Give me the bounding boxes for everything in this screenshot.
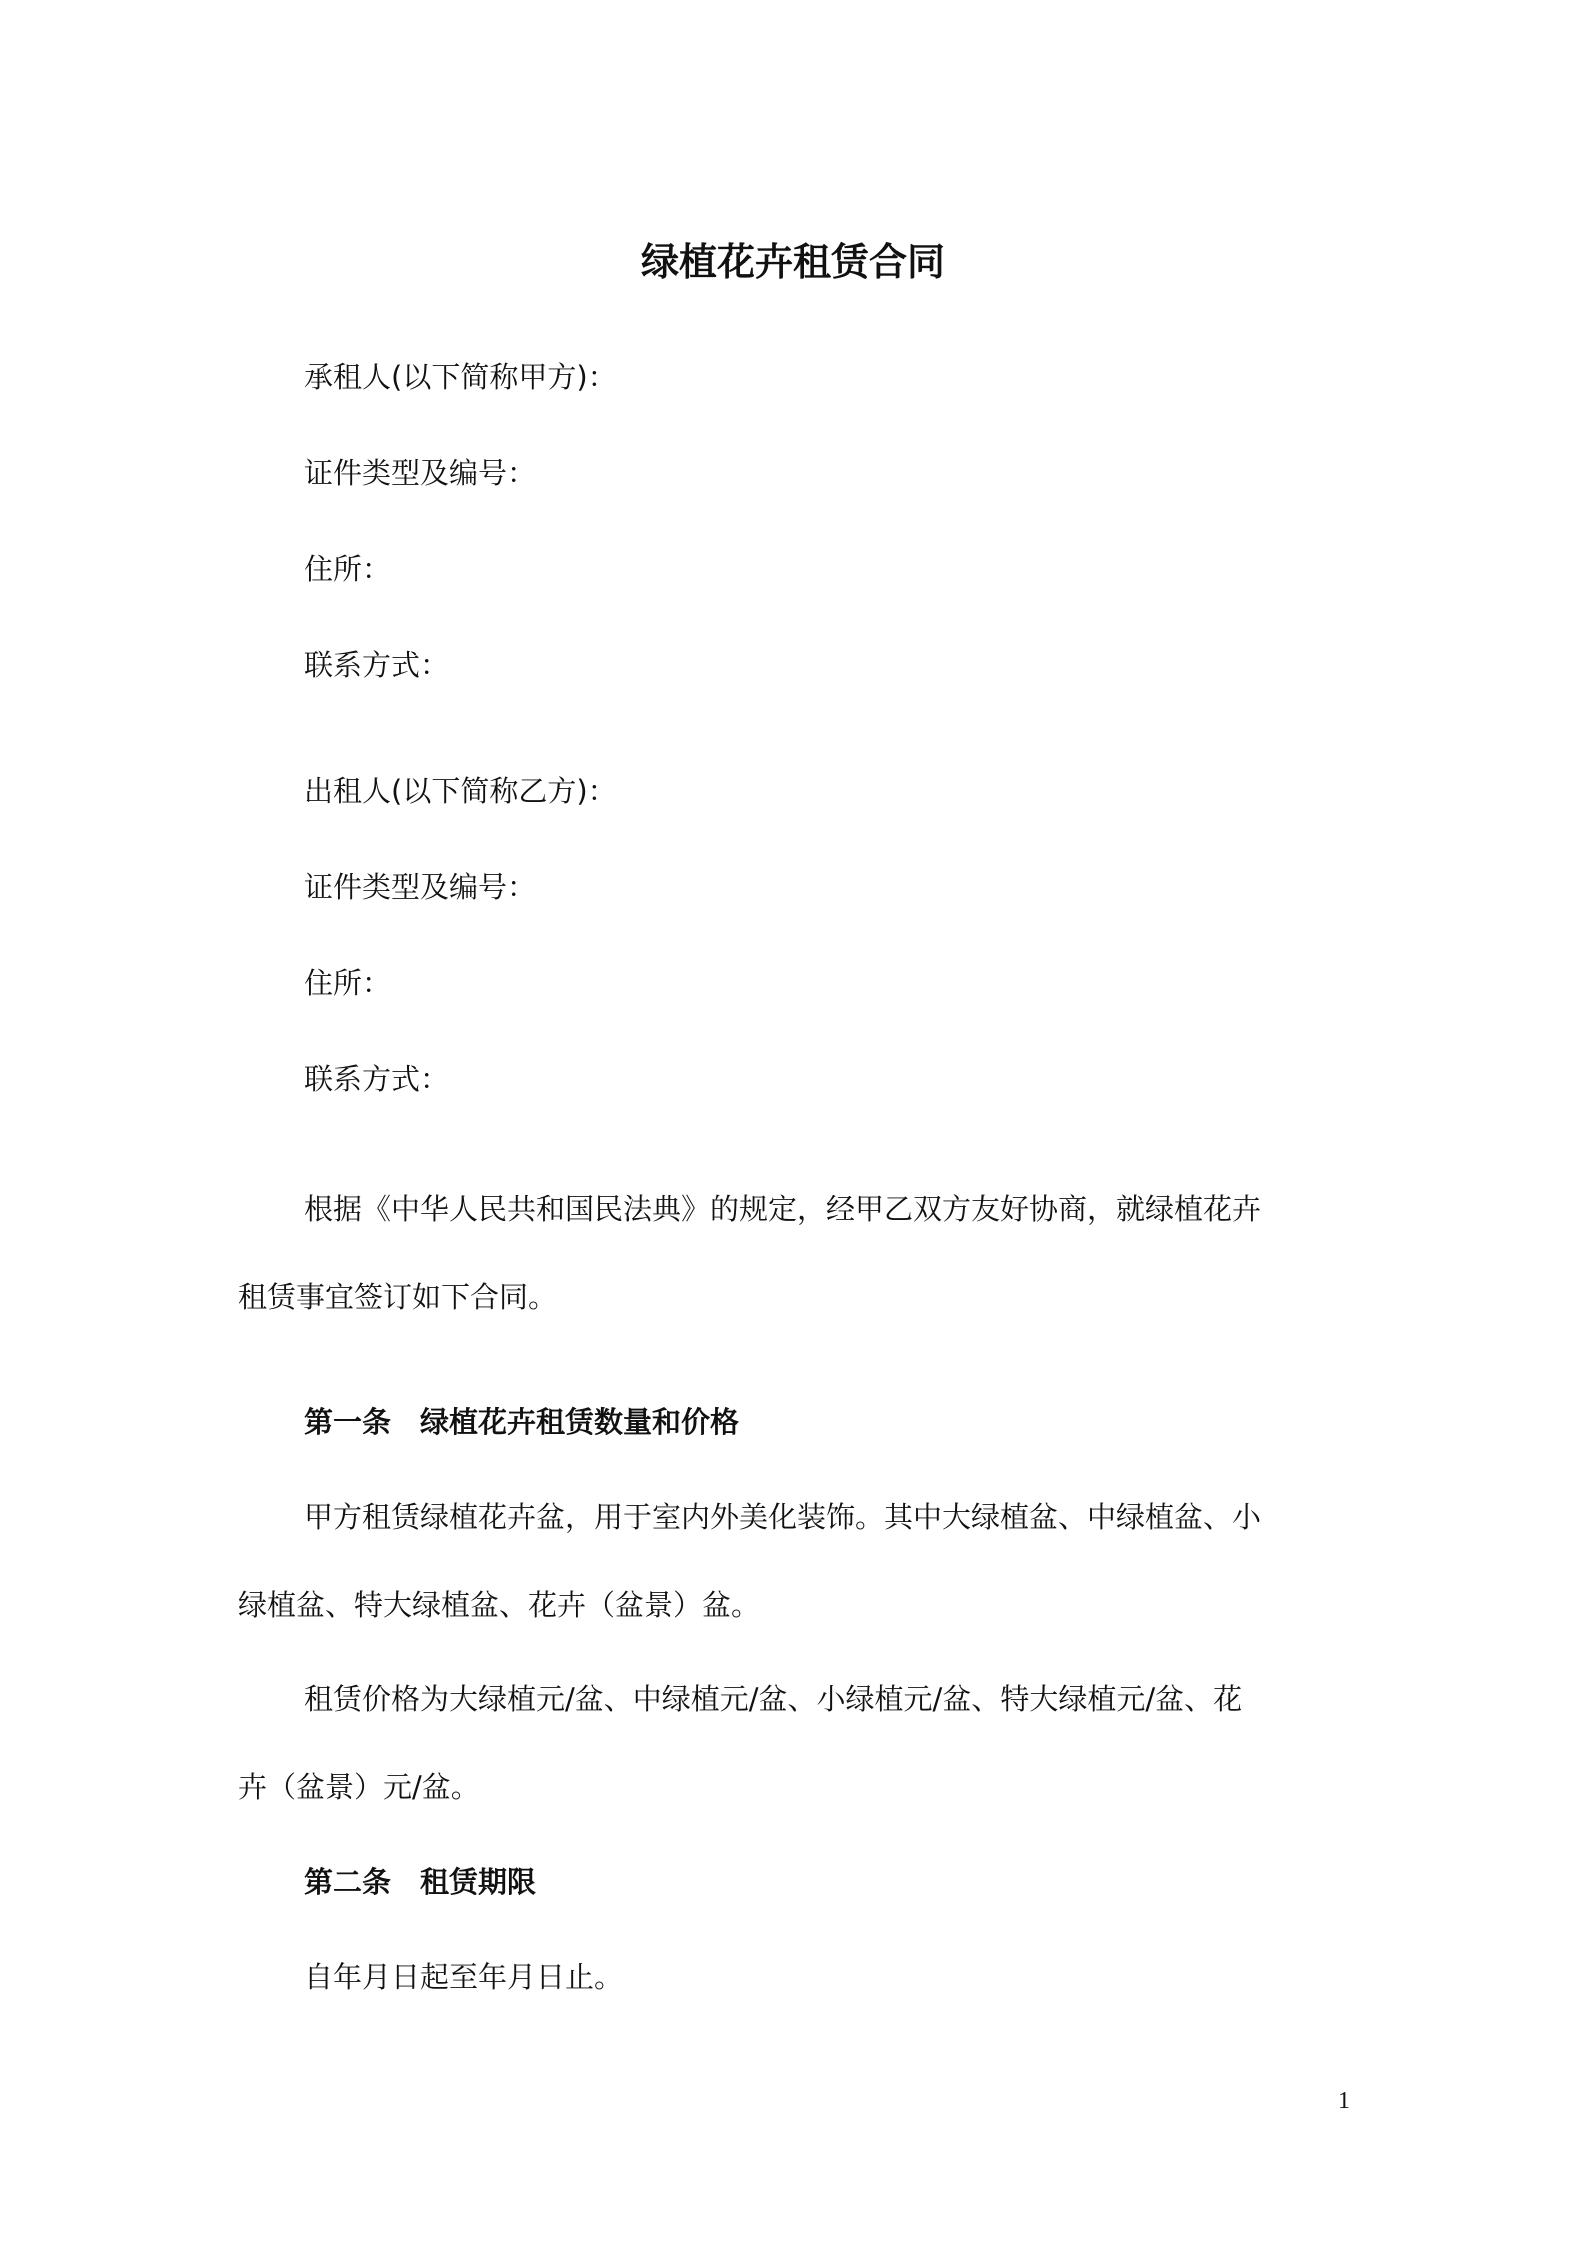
party-b-name-label: 出租人(以下简称乙方)： xyxy=(304,774,617,808)
article-1-para-1-line-1: 甲方租赁绿植花卉盆，用于室内外美化装饰。其中大绿植盆、中绿植盆、小 xyxy=(304,1500,1262,1534)
document-title: 绿植花卉租赁合同 xyxy=(640,240,945,284)
party-a-address-label: 住所： xyxy=(304,552,392,586)
party-b-id-label: 证件类型及编号： xyxy=(304,870,537,904)
party-a-contact-label: 联系方式： xyxy=(304,648,450,682)
article-1-para-1-line-2: 绿植盆、特大绿植盆、花卉（盆景）盆。 xyxy=(238,1588,761,1622)
party-a-name-label: 承租人(以下简称甲方)： xyxy=(304,360,617,394)
article-2-para-1: 自年月日起至年月日止。 xyxy=(304,1960,624,1994)
preamble-line-1: 根据《中华人民共和国民法典》的规定，经甲乙双方友好协商，就绿植花卉 xyxy=(304,1192,1262,1226)
party-a-id-label: 证件类型及编号： xyxy=(304,456,537,490)
party-b-address-label: 住所： xyxy=(304,966,392,1000)
article-1-para-2-line-1: 租赁价格为大绿植元/盆、中绿植元/盆、小绿植元/盆、特大绿植元/盆、花 xyxy=(304,1682,1243,1716)
article-2-heading: 第二条 租赁期限 xyxy=(304,1865,537,1899)
party-b-contact-label: 联系方式： xyxy=(304,1062,450,1096)
article-1-heading: 第一条 绿植花卉租赁数量和价格 xyxy=(304,1405,740,1439)
preamble-line-2: 租赁事宜签订如下合同。 xyxy=(238,1280,558,1314)
page-number: 1 xyxy=(1338,2088,1350,2114)
article-1-para-2-line-2: 卉（盆景）元/盆。 xyxy=(238,1770,480,1804)
